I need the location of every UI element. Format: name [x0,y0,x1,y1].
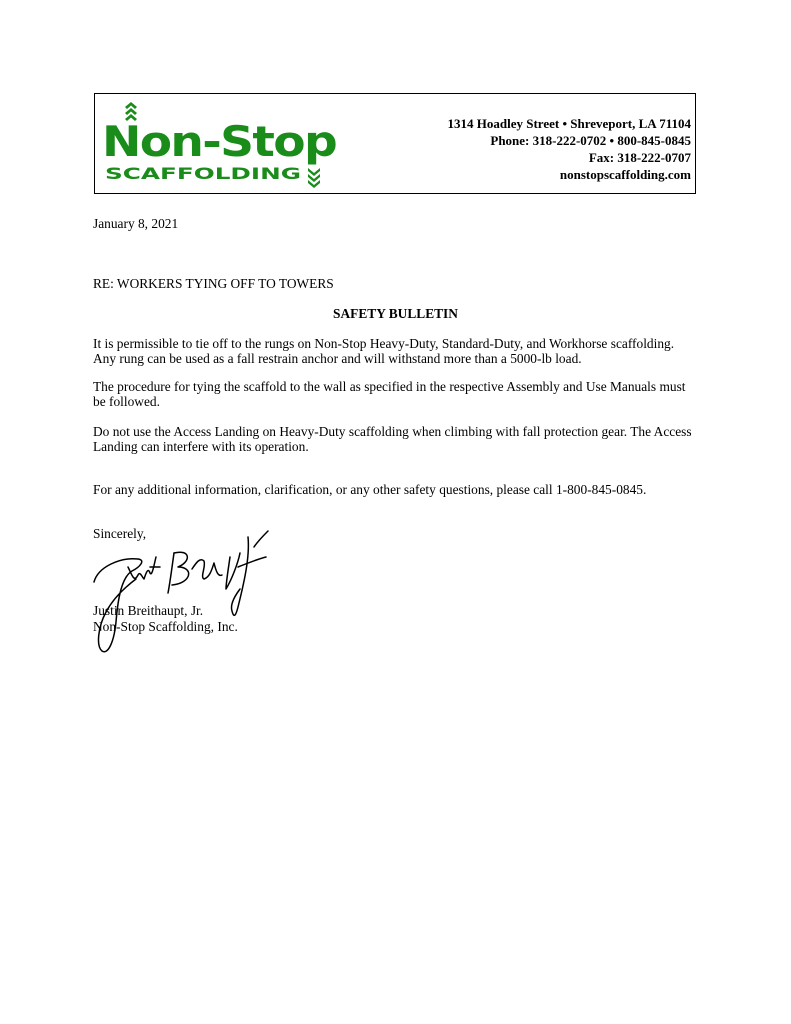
logo-subtitle: SCAFFOLDING [105,164,301,183]
paragraph-tie-off: It is permissible to tie off to the rungs on Non-Stop Heavy-Duty, Standard-Duty, and Workhorse scaffolding. Any rung can be used as a fall restrain anchor and will withstand more than a 5000-lb load. [93,336,675,366]
company-website: nonstopscaffolding.com [559,167,691,182]
signer-company: Non-Stop Scaffolding, Inc. [93,619,238,634]
signer-name: Justin Breithaupt, Jr. [93,603,204,618]
paragraph-contact: For any additional information, clarification, or any other safety questions, please call 1-800-845-0845. [93,482,647,497]
bulletin-title: SAFETY BULLETIN [333,306,458,321]
company-fax: Fax: 318-222-0707 [588,150,691,165]
letterhead [94,93,696,194]
company-phone: Phone: 318-222-0702 • 800-845-0845 [490,133,691,148]
paragraph-access-landing: Do not use the Access Landing on Heavy-Duty scaffolding when climbing with fall protection gear. The Access Landing can interfere with its operation. [93,424,692,454]
contact-info [448,115,691,183]
company-address: 1314 Hoadley Street • Shreveport, LA 71104 [447,116,691,131]
paragraph-procedure: The procedure for tying the scaffold to the wall as specified in the respective Assembly and Use Manuals must be followed. [93,379,686,409]
company-logo [99,98,339,190]
logo-wordmark: Non-Stop [102,117,337,166]
logo-chevron-down-icon [308,168,320,188]
letter-subject: RE: WORKERS TYING OFF TO TOWERS [93,276,334,291]
handwritten-signature [88,527,273,657]
letter-closing: Sincerely, [93,526,147,541]
letter-date: January 8, 2021 [93,216,179,231]
